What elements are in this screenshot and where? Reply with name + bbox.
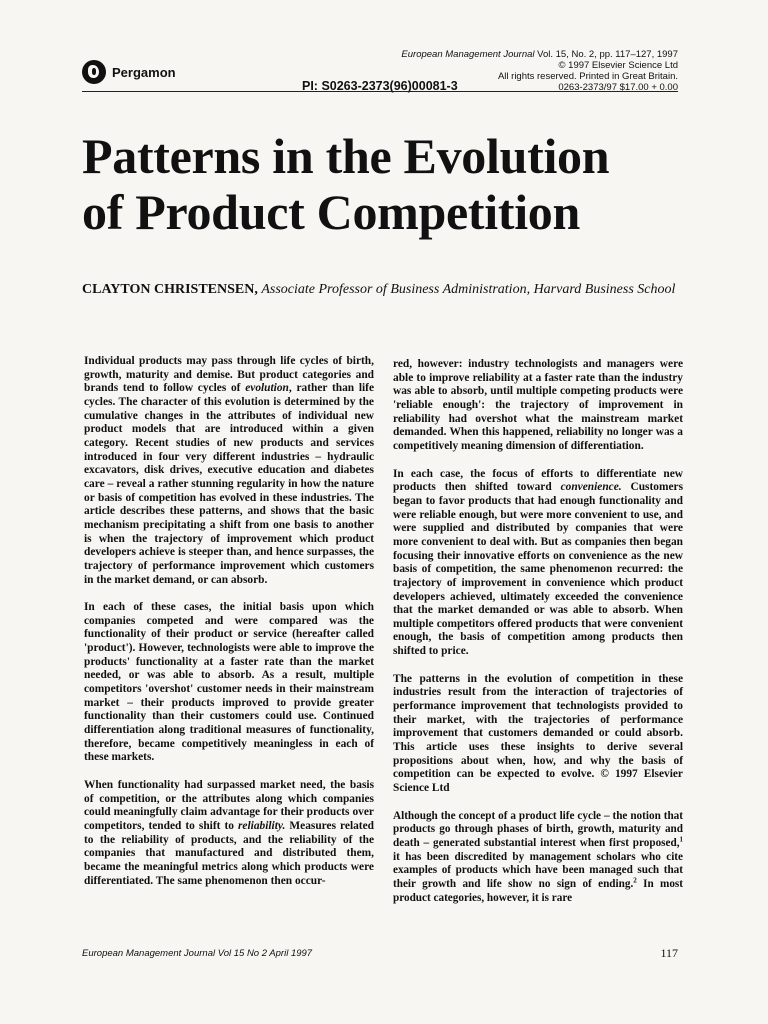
price-line: 0263-2373/97 $17.00 + 0.00 [558,82,678,93]
abstract-paragraph-5: In each case, the focus of efforts to differentiate new products then shifted toward convenience. Customers began to favor products that had enough functionality and were reliable enough, but were more convenient to use, and were supplied and distributed by companies that were more convenient to deal with. But as companies then began focusing their innovative efforts on convenience as the new basis of competition, the same phenomenon recurred: the trajectory of improvement in convenience which product developers achieved, ultimately exceeded the convenience that the market demanded or was able to absorb. When multiple competitors offered products that were convenient enough, the basis of competition among products then shifted to price. [393,467,683,658]
author-affiliation: Associate Professor of Business Administration, Harvard Business School [261,282,676,297]
abstract-paragraph-1: Individual products may pass through life cycles of birth, growth, maturity and demise. But product categories and brands tend to follow cycles of evolution, rather than life cycles. The character of this evolution is determined by the cumulative changes in the attributes of individual new product models that are introduced within a given category. Recent studies of new products and services introduced in four very different industries – hydraulic excavators, disk drives, executive education and diabetes care – reveal a rather stunning regularity in how the nature or basis of competition has evolved in these industries. The article describes these patterns, and shows that the basic mechanism precipitating a shift from one basis to another is when the trajectory of improvement which product developers achieve is steeper than, and hence surpasses, the trajectory of performance improvement which customers in the market demand, or can absorb. [84,355,374,586]
title-line-1: Patterns in the Evolution [82,128,610,184]
header-rule [82,91,678,92]
title-line-2: of Product Competition [82,184,580,240]
body-paragraph-1: Although the concept of a product life cycle – the notion that products go through phases of birth, growth, maturity and death – generated substantial interest when first proposed,$^1$ it has been discredited by management scholars who cite examples of products which have been managed such that their growth and life show no sign of ending.$^2$ In most product categories, however, it is rare [393,809,684,904]
author-name: CLAYTON CHRISTENSEN, [82,282,258,297]
page-number: 117 [660,946,678,960]
journal-line: European Management Journal Vol. 15, No. 2, pp. 117–127, 1997 [401,49,678,60]
copyright-line: © 1997 Elsevier Science Ltd [558,60,678,71]
abstract-paragraph-3: When functionality had surpassed market need, the basis of competition, or the attributes along which companies could meaningfully claim advantage for their products over competitors, tended to shift to reliability. Measures related to the reliability of products, and the reliability of the companies that manufactured and distributed them, became the meaningful metrics along which products were differentiated. The same phenomenon then occur- [84,779,374,887]
article-title [82,128,682,240]
publisher-name: Pergamon [112,64,176,80]
right-column [393,358,683,919]
rights-line: All rights reserved. Printed in Great Britain. [497,71,678,82]
left-column [84,355,374,902]
abstract-paragraph-4: red, however: industry technologists and managers were able to improve reliability at a faster rate than the industry was able to absorb, until multiple competing products were 'reliable enough': the trajectory of improvement in reliability had overshot what the mainstream market demanded. When this happened, reliability no longer was a competitively meaning dimension of differentiation. [393,358,683,452]
abstract-paragraph-6: The patterns in the evolution of competition in these industries result from the interaction of trajectories of performance improvement that technologists provided to their market, with the trajectories of performance improvement that customers demanded or could absorb. This article uses these insights to derive several propositions about when, how, and why the basis of competition can be expected to evolve. © 1997 Elsevier Science Ltd [393,672,683,795]
publisher [82,60,176,84]
abstract-paragraph-2: In each of these cases, the initial basis upon which companies competed and were compared was the functionality of their product or service (hereafter called 'product'). However, technologists were able to improve the products' functionality at a faster rate than the market needed, or was able to absorb. As a result, multiple competitors 'overshot' customer needs in their mainstream market – their products improved to provide greater functionality than their customers could use. Continued differentiation along traditional measures of functionality, therefore, became competitively meaningless in each of these markets. [84,601,374,764]
pergamon-logo-icon [82,60,106,84]
author-line [82,280,680,299]
pii-identifier: PI: S0263-2373(96)00081-3 [302,79,458,93]
footer-journal: European Management Journal Vol 15 No 2 April 1997 [82,948,313,959]
